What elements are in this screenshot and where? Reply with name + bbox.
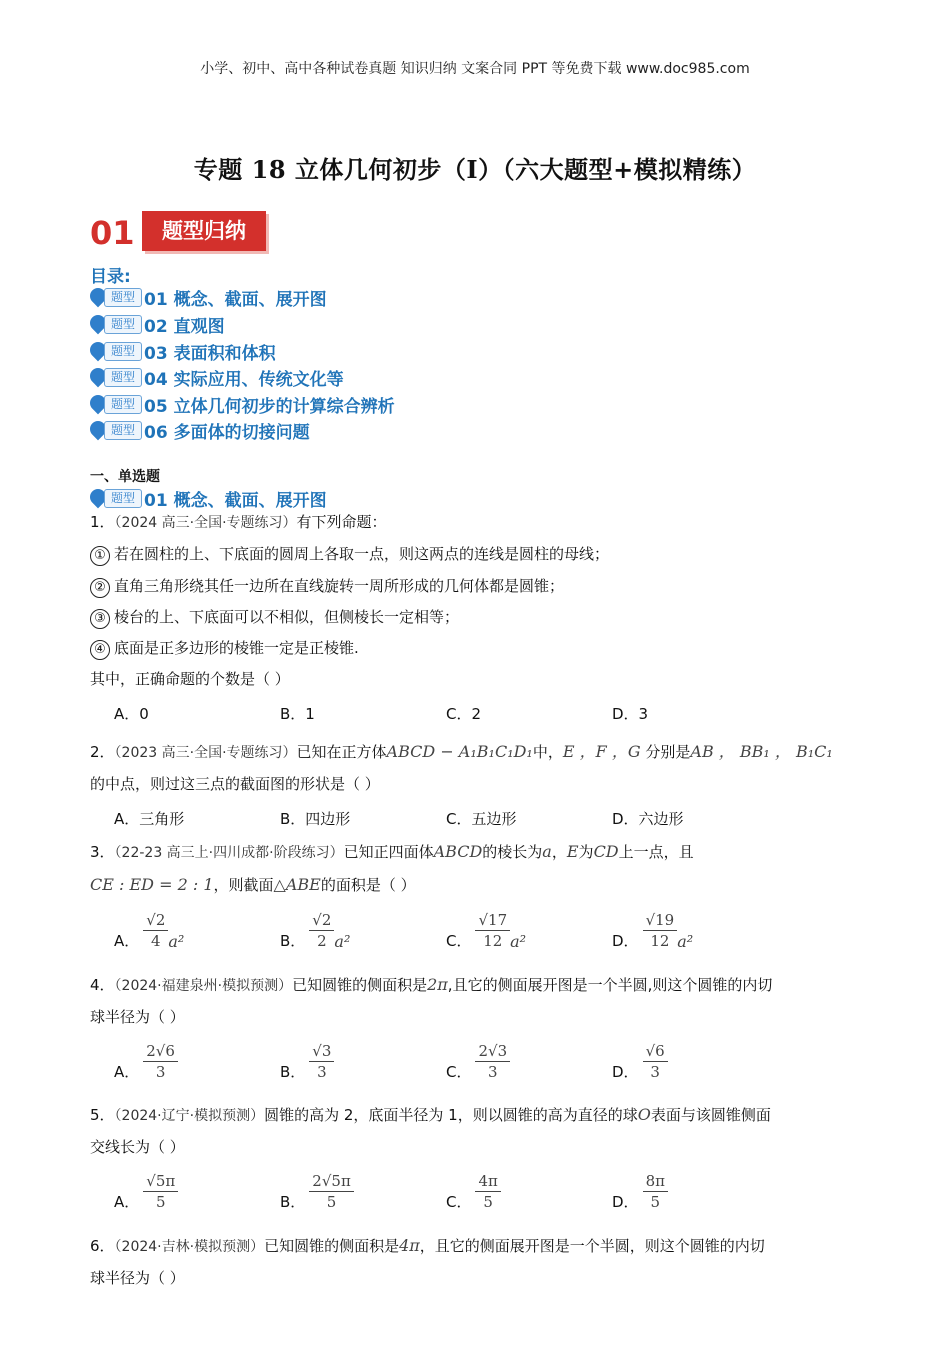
option-d[interactable]: D．3 <box>612 705 649 723</box>
option-b[interactable]: B． $\frac{√3}{3}$ <box>280 1041 446 1082</box>
option-b[interactable]: B．1 <box>280 705 315 723</box>
question-6-stem: 6．（2024·吉林·模拟预测）已知圆锥的侧面积是4π，且它的侧面展开图是一个半圆，则这个圆锥的内切 <box>90 1236 765 1255</box>
section-title: 一、单选题 <box>90 469 160 485</box>
type-badge-icon: 题型 <box>90 394 142 414</box>
type-badge-icon: 题型 <box>90 314 142 334</box>
banner-number: 01 <box>90 214 135 252</box>
toc-item-label: 06 多面体的切接问题 <box>144 422 310 443</box>
option-c[interactable]: C．五边形 <box>446 810 517 828</box>
question-4-options <box>114 1041 854 1082</box>
toc-item[interactable] <box>90 340 276 362</box>
question-2-stem: 2．（2023 高三·全国·专题练习）已知在正方体ABCD − A₁B₁C₁D₁中，E ，F ，G 分别是AB ， BB₁ ， B₁C₁ <box>90 742 833 761</box>
toc-item-label: 04 实际应用、传统文化等 <box>144 369 344 390</box>
option-a[interactable]: A． $\frac{√2}{4}$ a² <box>114 911 185 951</box>
question-5-stem-cont: 交线长为（ ） <box>90 1138 185 1156</box>
type-badge-icon: 题型 <box>90 367 142 387</box>
question-6-stem-cont: 球半径为（ ） <box>90 1269 185 1287</box>
option-c[interactable]: C． $\frac{4\pi}{5}$ <box>446 1171 612 1212</box>
question-4-stem: 4．（2024·福建泉州·模拟预测）已知圆锥的侧面积是2π,且它的侧面展开图是一个半圆,则这个圆锥的内切 <box>90 975 773 994</box>
toc-heading: 目录: <box>90 267 131 287</box>
header-line: 小学、初中、高中各种试卷真题 知识归纳 文案合同 PPT 等免费下载 www.doc985.com <box>200 61 750 77</box>
toc-item-label: 03 表面积和体积 <box>144 343 276 364</box>
toc-item[interactable] <box>90 366 344 388</box>
option-c[interactable]: C． $\frac{√17}{12}$ a² <box>446 911 527 951</box>
option-c[interactable]: C．2 <box>446 705 482 723</box>
question-4-stem-cont: 球半径为（ ） <box>90 1008 185 1026</box>
toc-item-label: 02 直观图 <box>144 316 225 337</box>
question-1-prop: ④ 底面是正多边形的棱锥一定是正棱锥. <box>90 632 880 664</box>
banner-tag: 题型归纳 <box>142 211 266 251</box>
question-1-prop: ③ 棱台的上、下底面可以不相似，但侧棱长一定相等； <box>90 601 880 633</box>
type-badge-icon: 题型 <box>90 420 142 440</box>
toc-item[interactable] <box>90 286 327 308</box>
toc-item[interactable] <box>90 393 395 415</box>
type-heading-label: 01 概念、截面、展开图 <box>144 490 327 511</box>
toc-item[interactable] <box>90 419 310 441</box>
option-d[interactable]: D． $\frac{√19}{12}$ a² <box>612 911 694 951</box>
question-5-stem: 5．（2024·辽宁·模拟预测）圆锥的高为 2，底面半径为 1，则以圆锥的高为直径的球O表面与该圆锥侧面 <box>90 1105 771 1124</box>
type-badge-icon: 题型 <box>90 341 142 361</box>
page-title: 专题 18 立体几何初步（Ⅰ）（六大题型+模拟精练） <box>193 155 757 184</box>
option-d[interactable]: D． $\frac{8\pi}{5}$ <box>612 1171 778 1212</box>
toc-item[interactable] <box>90 313 225 335</box>
question-1-prop: ① 若在圆柱的上、下底面的圆周上各取一点，则这两点的连线是圆柱的母线； <box>90 538 880 570</box>
question-5-options <box>114 1171 854 1212</box>
question-2-stem-cont: 的中点，则过这三点的截面图的形状是（ ） <box>90 775 380 793</box>
option-a[interactable]: A．0 <box>114 705 149 723</box>
option-b[interactable]: B． $\frac{√2}{2}$ a² <box>280 911 351 951</box>
option-d[interactable]: D． $\frac{√6}{3}$ <box>612 1041 778 1082</box>
option-b[interactable]: B．四边形 <box>280 810 351 828</box>
type-badge-icon: 题型 <box>90 287 142 307</box>
toc-item-label: 01 概念、截面、展开图 <box>144 289 327 310</box>
option-a[interactable]: A．三角形 <box>114 810 185 828</box>
section-banner <box>90 208 270 258</box>
question-2-options <box>114 808 854 829</box>
option-a[interactable]: A． $\frac{√5\pi}{5}$ <box>114 1171 280 1212</box>
question-3-options <box>114 910 854 951</box>
option-b[interactable]: B． $\frac{2√5\pi}{5}$ <box>280 1171 446 1212</box>
option-a[interactable]: A． $\frac{2√6}{3}$ <box>114 1041 280 1082</box>
question-1-prop: ② 直角三角形绕其任一边所在直线旋转一周所形成的几何体都是圆锥； <box>90 570 880 602</box>
question-1-stem: 1．（2024 高三·全国·专题练习）有下列命题： <box>90 513 387 531</box>
option-c[interactable]: C． $\frac{2√3}{3}$ <box>446 1041 612 1082</box>
question-1-ask: 其中，正确命题的个数是（ ） <box>90 670 290 688</box>
toc-item-label: 05 立体几何初步的计算综合辨析 <box>144 396 395 417</box>
question-1-options <box>114 703 854 724</box>
question-3-stem: 3．（22-23 高三上·四川成都·阶段练习）已知正四面体ABCD的棱长为a，E为CD上一点，且 <box>90 842 694 861</box>
question-3-stem-cont: CE : ED = 2 : 1，则截面△ABE的面积是（ ） <box>90 875 416 894</box>
type-badge-icon: 题型 <box>90 488 142 508</box>
option-d[interactable]: D．六边形 <box>612 810 684 828</box>
